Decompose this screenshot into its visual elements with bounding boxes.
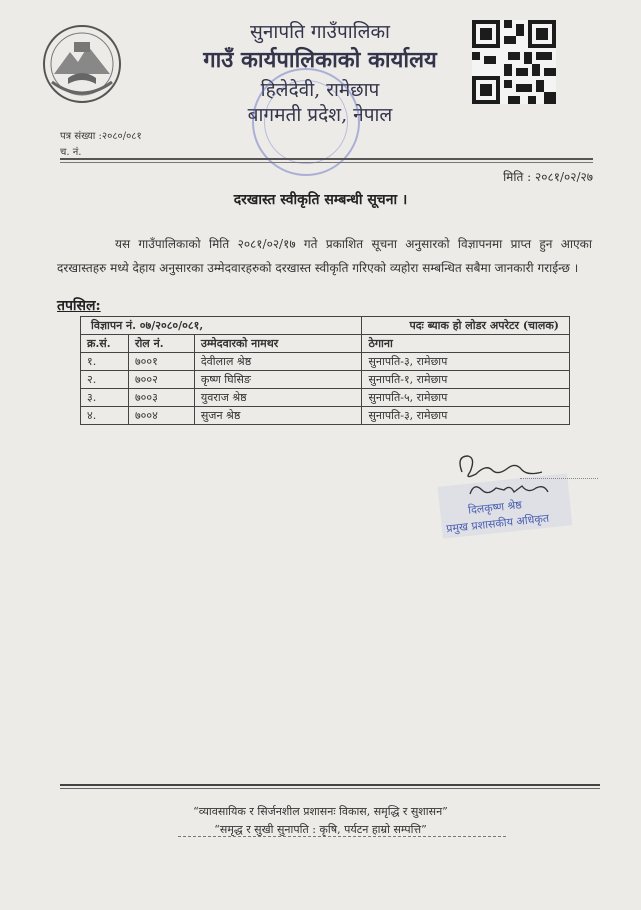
municipality-name: सुनापति गाउँपालिका bbox=[250, 21, 390, 43]
column-header: ठेगाना bbox=[362, 335, 570, 353]
roll-cell: ७००२ bbox=[128, 371, 194, 389]
serial-cell: ३. bbox=[81, 389, 129, 407]
footer-slogan: “व्यावसायिक र सिर्जनशील प्रशासनः विकास, समृद्धि र सुशासन” bbox=[193, 805, 448, 818]
header-divider-thin bbox=[60, 162, 593, 163]
address-cell: सुनापति-३, रामेछाप bbox=[362, 407, 570, 425]
letter-number: पत्र संख्या :२०८०/०८१ bbox=[60, 131, 142, 142]
name-cell: कृष्ण घिसिङ bbox=[194, 371, 362, 389]
roll-cell: ७००३ bbox=[128, 389, 194, 407]
roll-cell: ७००१ bbox=[128, 353, 194, 371]
details-label: तपसिल: bbox=[57, 298, 101, 314]
table-header-row bbox=[81, 335, 570, 353]
qr-code-icon bbox=[472, 20, 556, 104]
advertisement-number: विज्ञापन नं. ०७/२०८०/०८१, bbox=[81, 317, 362, 335]
footer-motto: “समृद्ध र सुखी सुनापति : कृषि, पर्यटन हाम्रो सम्पत्ति” bbox=[214, 823, 427, 836]
name-cell: सुजन श्रेष्ठ bbox=[194, 407, 362, 425]
table-row bbox=[81, 371, 570, 389]
table-row bbox=[81, 407, 570, 425]
office-name: गाउँ कार्यपालिकाको कार्यालय bbox=[203, 47, 437, 73]
signatory-name: दिलकृष्ण श्रेष्ठ bbox=[467, 498, 523, 517]
address-cell: सुनापति-५, रामेछाप bbox=[362, 389, 570, 407]
column-header: रोल नं. bbox=[128, 335, 194, 353]
serial-cell: १. bbox=[81, 353, 129, 371]
serial-cell: ४. bbox=[81, 407, 129, 425]
signature-line bbox=[520, 478, 598, 479]
footer-divider-thin bbox=[60, 788, 600, 789]
column-header: उम्मेदवारको नामथर bbox=[194, 335, 362, 353]
address-cell: सुनापति-१, रामेछाप bbox=[362, 371, 570, 389]
name-cell: देवीलाल श्रेष्ठ bbox=[194, 353, 362, 371]
notice-title: दरखास्त स्वीकृति सम्बन्धी सूचना । bbox=[233, 192, 408, 208]
post-name: पदः ब्याक हो लोडर अपरेटर (चालक) bbox=[362, 317, 570, 335]
name-cell: युवराज श्रेष्ठ bbox=[194, 389, 362, 407]
header-divider bbox=[60, 158, 593, 160]
footer-underline bbox=[178, 836, 506, 837]
address-cell: सुनापति-३, रामेछाप bbox=[362, 353, 570, 371]
letter-date: मिति : २०८१/०२/२७ bbox=[503, 170, 593, 184]
table-title-row bbox=[81, 317, 570, 335]
nepal-emblem-icon bbox=[40, 22, 124, 106]
column-header: क्र.सं. bbox=[81, 335, 129, 353]
notice-body: यस गाउँपालिकाको मिति २०८१/०२/१७ गते प्रकाशित सूचना अनुसारको विज्ञापनमा प्राप्त हुन आएका दरखास्तहरु मध्ये देहाय अनुसारका उम्मेदवारहरुको दरखास्त स्वीकृति गरिएको व्यहोरा सम्बन्धित सबैमा जानकारी गराईन्छ । bbox=[57, 237, 592, 275]
footer-divider bbox=[60, 784, 600, 786]
candidate-table bbox=[80, 316, 570, 425]
office-province: बागमती प्रदेश, नेपाल bbox=[247, 104, 393, 126]
dispatch-number: च. नं. bbox=[60, 147, 82, 158]
signatory-position: प्रमुख प्रशासकीय अधिकृत bbox=[445, 511, 550, 536]
office-place: हिलेदेवी, रामेछाप bbox=[260, 79, 380, 101]
roll-cell: ७००४ bbox=[128, 407, 194, 425]
serial-cell: २. bbox=[81, 371, 129, 389]
table-row bbox=[81, 389, 570, 407]
table-row bbox=[81, 353, 570, 371]
signature-icon bbox=[452, 450, 602, 510]
